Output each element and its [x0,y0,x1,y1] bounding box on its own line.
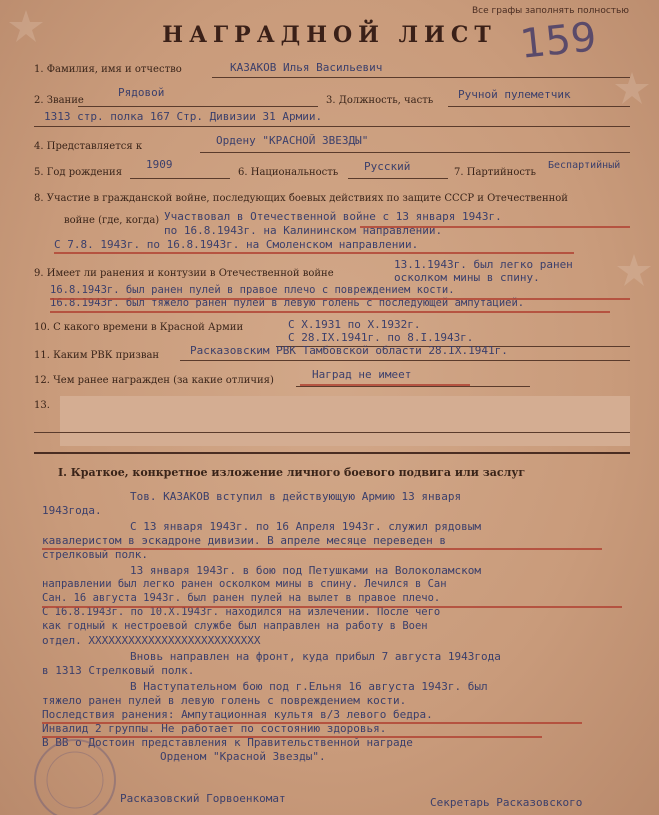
red-pencil-underline [54,252,574,254]
sheet-number: 159 [517,14,599,68]
narrative-line: Последствия ранения: Ампутационная культя в/3 левого бедра. [42,708,433,721]
field-value-wounds-3: 16.8.1943г. был ранен пулей в правое плечо с повреждением кости. [50,284,455,296]
section-heading: I. Краткое, конкретное изложение личного боевого подвига или заслуг [58,466,526,479]
field-value-wounds-1: 13.1.1943г. был легко ранен [394,258,573,271]
field-label-rank: 2. Звание [34,95,84,106]
field-value-party: Беспартийный [548,160,621,171]
narrative-line: В ВВ о Достоин представления к Правительственной награде [42,736,413,749]
red-pencil-underline [42,548,602,550]
underline [34,126,630,127]
red-pencil-underline [42,722,582,724]
star-watermark-icon [614,70,650,106]
field-value-birth-year: 1909 [146,158,173,171]
divider [34,452,630,454]
underline [448,106,630,107]
field-value-unit: 1313 стр. полка 167 Стр. Дивизии 31 Армии. [44,110,323,123]
underline [34,432,630,433]
underline [200,152,630,153]
narrative-line: Вновь направлен на фронт, куда прибыл 7 августа 1943года [130,650,501,663]
underline [78,106,318,107]
field-label-prior-awards: 12. Чем ранее награжден (за какие отличия) [34,375,274,386]
narrative-line: 13 января 1943г. в бою под Петушками на Волоколамском [130,564,481,577]
round-seal-icon [30,735,120,815]
field-label-army-since: 10. С какого времени в Красной Армии [34,322,244,333]
narrative-line: направлении был легко ранен осколком мины в спину. Лечился в Сан [42,578,447,590]
field-label-nominated: 4. Представляется к [34,141,143,152]
narrative-line: в 1313 Стрелковый полк. [42,664,195,677]
document-title: НАГРАДНОЙ ЛИСТ [162,22,497,48]
narrative-line: как годный к нестроевой службе был направлен на работу в Воен [42,620,428,632]
field-value-wounds-4: 16.8.1943г. был тяжело ранен пулей в левую голень с последующей ампутацией. [50,297,525,309]
fill-all-fields-note: Все графы заполнять полностью [472,6,629,16]
narrative-line: отдел. ХХХХХХХХХХХХХХХХХХХХХХХХХХ [42,634,261,647]
field-value-nationality: Русский [364,160,411,173]
narrative-line: Тов. КАЗАКОВ вступил в действующую Армию 13 января [130,490,462,503]
field-value-prior-awards: Наград не имеет [312,368,412,381]
narrative-line: 1943года. [42,504,102,517]
field-label-wounds: 9. Имеет ли ранения и контузии в Отечественной войне [34,268,334,279]
field-value-war-line-3: С 7.8. 1943г. по 16.8.1943г. на Смоленском направлении. [54,238,419,251]
field-value-army-since-2: С 28.IX.1941г. по 8.I.1943г. [288,331,474,344]
narrative-line: С 16.8.1943г. по 10.X.1943г. находился на излечении. После чего [42,606,441,618]
underline [296,386,530,387]
narrative-line: кавалеристом в эскадроне дивизии. В апреле месяце переведен в [42,534,446,547]
red-pencil-underline [42,606,622,608]
red-pencil-underline [50,298,630,300]
red-pencil-underline [50,311,610,313]
field-value-war-line-2: по 16.8.1943г. на Калининском направлении. [164,224,443,237]
footer-right-signature: Секретарь Расказовского [430,796,583,809]
field-label-war-participation: 8. Участие в гражданской войне, последующих боевых действиях по защите СССР и Отечественной [34,193,568,204]
underline [212,77,630,78]
field-label-party: 7. Партийность [454,167,536,178]
field-value-war-line-1: Участвовал в Отечественной войне с 13 января 1943г. [164,210,502,223]
narrative-line: стрелковый полк. [42,548,148,561]
underline [180,360,630,361]
field-label-nationality: 6. Национальность [238,167,339,178]
field-value-fio: КАЗАКОВ Илья Васильевич [230,61,383,74]
field-label-position: 3. Должность, часть [326,95,434,106]
red-pencil-underline [360,226,630,228]
field-label-13: 13. [34,400,50,411]
field-value-nominated: Ордену "КРАСНОЙ ЗВЕЗДЫ" [216,134,369,147]
narrative-line: Сан. 16 августа 1943г. был ранен пулей на вылет в правое плечо. [42,592,441,604]
narrative-line: Инвалид 2 группы. Не работает по состоянию здоровья. [42,722,387,735]
field-label-fio: 1. Фамилия, имя и отчество [34,64,182,75]
narrative-line: Орденом "Красной Звезды". [160,750,326,763]
field-value-position: Ручной пулеметчик [458,88,571,101]
underline [348,178,448,179]
field-value-rank: Рядовой [118,86,165,99]
field-value-army-since-1: С X.1931 по X.1932г. [288,318,421,331]
star-watermark-icon [616,252,652,288]
star-watermark-icon [8,8,44,44]
narrative-line: С 13 января 1943г. по 16 Апреля 1943г. служил рядовым [130,520,481,533]
field-label-draft-office: 11. Каким РВК призван [34,350,160,361]
blank-area [60,396,630,446]
field-label-birth-year: 5. Год рождения [34,167,123,178]
narrative-line: В Наступательном бою под г.Ельня 16 августа 1943г. был [130,680,488,693]
narrative-line: тяжело ранен пулей в левую голень с повреждением кости. [42,694,407,707]
footer-left-signature: Расказовский Горвоенкомат [120,792,286,805]
field-value-draft-office: Расказовским РВК Тамбовской области 28.IX.1941г. [190,344,508,357]
field-label-where-when: войне (где, когда) [64,215,160,226]
underline [130,178,230,179]
field-value-wounds-2: осколком мины в спину. [394,271,540,284]
